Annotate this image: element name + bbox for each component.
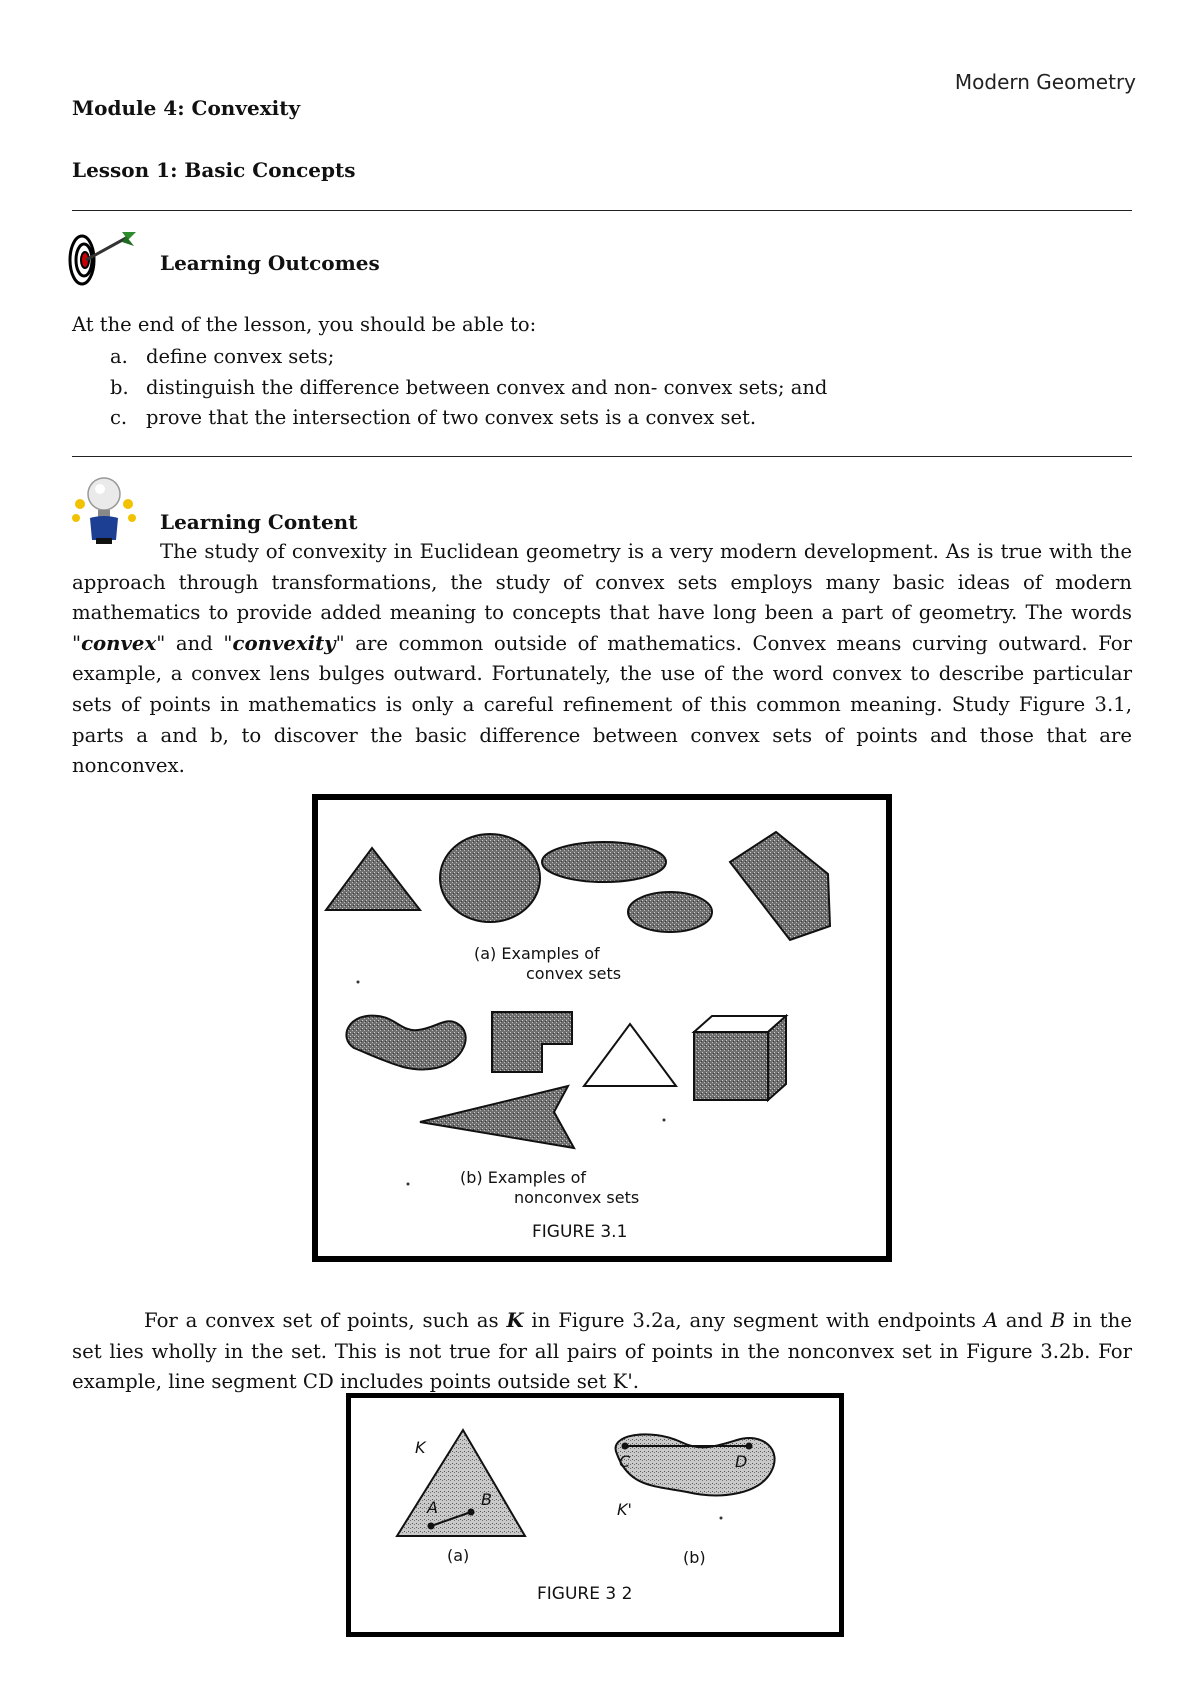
list-item [110, 403, 827, 434]
fig1-caption-a-line2: convex sets [526, 964, 622, 983]
fig1-caption-a-line1: (a) Examples of [474, 944, 600, 963]
list-marker: b. [110, 375, 129, 399]
nonconvex-notched-square [492, 1012, 572, 1072]
paragraph-text: For a convex set of points, such as [144, 1309, 507, 1332]
paragraph-text: in the set lies wholly in the set. This is not true for all pairs of points in the nonconvex set in Figure 3.2b. For example, line segment CD includes points outside set K'. [72, 1309, 1132, 1394]
label-Kp: K' [617, 1500, 632, 1519]
list-text: distinguish the difference between convex and non- convex sets; and [146, 375, 828, 399]
convex-ellipse-lower [628, 892, 712, 932]
learning-content-heading: Learning Content [160, 510, 358, 534]
list-marker: a. [110, 345, 128, 368]
content-paragraph-1 [72, 537, 1132, 782]
point-A: A [983, 1309, 998, 1332]
fig1-caption-b-line2: nonconvex sets [514, 1188, 640, 1207]
fig2-caption-a: (a) [447, 1546, 470, 1565]
convex-pentagon [730, 832, 830, 940]
paragraph-text: in Figure 3.2a, any segment with endpoints [523, 1309, 984, 1332]
list-text: prove that the intersection of two convex sets is a convex set. [146, 406, 757, 429]
module-title: Module 4: Convexity [72, 96, 301, 120]
nonconvex-arrowhead [420, 1086, 574, 1148]
learning-outcomes-heading: Learning Outcomes [160, 251, 380, 275]
label-C: C [619, 1452, 631, 1471]
fig1-title: FIGURE 3.1 [532, 1222, 628, 1242]
paragraph-text: The study of convexity in Euclidean geometry is a very modern development. As is true with the approach through transformations, the study of convex sets employs many basic ideas of modern mathematics to provide added meaning to concepts that have long been a part of geometry. The words " [72, 540, 1132, 655]
label-K: K [415, 1438, 426, 1457]
outcomes-intro: At the end of the lesson, you should be able to: [72, 313, 537, 336]
fig1-caption-b-line1: (b) Examples of [460, 1168, 586, 1187]
label-B: B [481, 1490, 492, 1509]
list-item [110, 342, 827, 373]
list-marker: c. [110, 406, 128, 429]
convex-triangle [326, 848, 420, 910]
point-B: B [1050, 1309, 1066, 1332]
set-K: K [506, 1309, 524, 1332]
label-A: A [427, 1498, 438, 1517]
convex-ellipse-upper [542, 842, 666, 882]
paragraph-text: and [997, 1309, 1051, 1332]
outcomes-list [110, 342, 827, 434]
lesson-title: Lesson 1: Basic Concepts [72, 158, 356, 182]
lightbulb-person-icon [66, 474, 142, 546]
list-text: define convex sets; [146, 345, 335, 368]
nonconvex-bean [346, 1016, 465, 1070]
term-convexity: convexity [232, 631, 336, 655]
course-title: Modern Geometry [954, 70, 1136, 94]
figure-3-1 [312, 794, 892, 1262]
divider [72, 456, 1132, 457]
list-item [110, 373, 827, 404]
paragraph-text: " and " [156, 631, 233, 655]
label-D: D [735, 1452, 748, 1471]
convex-circle [440, 834, 540, 922]
fig2-title: FIGURE 3 2 [537, 1584, 633, 1604]
nonconvex-box [694, 1016, 786, 1100]
content-paragraph-2 [72, 1306, 1132, 1398]
paragraph-text: " are common outside of mathematics. Convex means curving outward. For example, a convex lens bulges outward. Fortunately, the use of the word convex to describe particular sets of points in mathematics is only a careful refinement of this common meaning. Study Figure 3.1, parts a and b, to discover the basic difference between convex sets of points and those that are nonconvex. [72, 631, 1132, 778]
term-convex: convex [81, 631, 157, 655]
divider [72, 210, 1132, 211]
triangle-outline [584, 1024, 676, 1086]
fig2-caption-b: (b) [683, 1548, 706, 1567]
figure-3-2 [346, 1393, 844, 1637]
target-dart-icon [66, 228, 138, 288]
